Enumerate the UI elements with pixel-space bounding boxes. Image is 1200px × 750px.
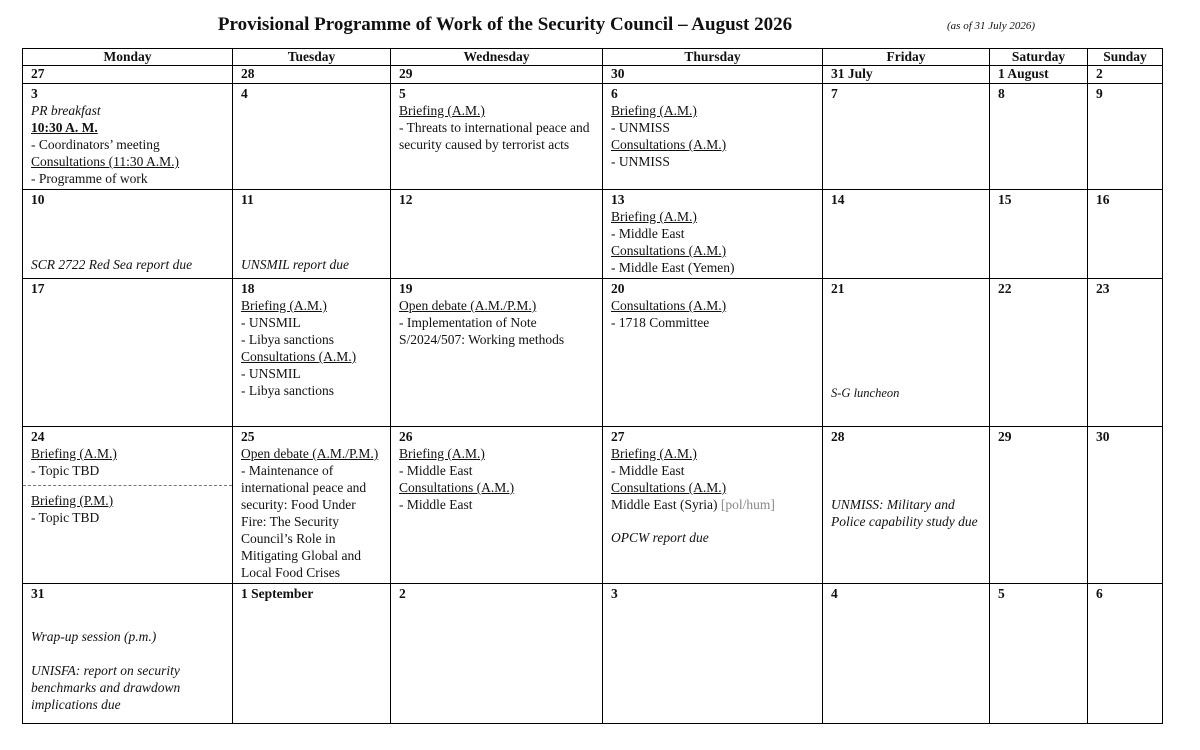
event-tag: [pol/hum] [720,497,775,512]
day-cell [391,84,603,190]
day-cell [990,84,1088,190]
day-cell [391,190,603,279]
day-number: 1 September [241,586,314,601]
day-cell [990,279,1088,427]
day-cell [603,66,823,84]
event-item: - UNMISS [611,120,670,135]
event-item: - UNMISS [611,154,670,169]
day-cell [1088,190,1163,279]
day-number: 21 [831,281,845,296]
day-cell [233,84,391,190]
day-number: 2 [1096,66,1103,81]
day-cell [233,190,391,279]
day-number: 9 [1096,86,1103,101]
day-number: 20 [611,281,625,296]
event-item: - Programme of work [31,171,148,186]
event-heading: Briefing (P.M.) [31,493,114,508]
day-number: 25 [241,429,255,444]
day-number: 1 August [998,66,1049,81]
week-row [23,584,1163,724]
day-number: 5 [998,586,1005,601]
day-number: 2 [399,586,406,601]
day-cell [990,584,1088,724]
day-cell [1088,584,1163,724]
day-number: 15 [998,192,1012,207]
day-number: 3 [31,86,38,101]
day-number: 6 [611,86,618,101]
weekday-header: Friday [823,49,990,66]
event-item: - Middle East [399,463,473,478]
day-cell [603,427,823,584]
day-cell [233,584,391,724]
event-item: - Libya sanctions [241,332,334,347]
day-cell [603,84,823,190]
day-number: 16 [1096,192,1110,207]
event-heading: Open debate (A.M./P.M.) [241,446,379,461]
day-number: 28 [831,429,845,444]
day-number: 28 [241,66,255,81]
event-item: - Middle East (Yemen) [611,260,735,275]
week-row [23,190,1163,279]
day-cell [391,66,603,84]
day-number: 24 [31,429,45,444]
day-number: 4 [241,86,248,101]
day-cell [823,279,990,427]
event-note: SCR 2722 Red Sea report due [31,257,193,272]
day-number: 13 [611,192,625,207]
day-cell [990,66,1088,84]
event-item: - Libya sanctions [241,383,334,398]
event-heading: Consultations (A.M.) [399,480,515,495]
week-row [23,84,1163,190]
week-row [23,427,1163,584]
event-note: OPCW report due [611,530,709,545]
weekday-header: Thursday [603,49,823,66]
day-number: 29 [399,66,413,81]
day-number: 27 [31,66,45,81]
day-cell [1088,427,1163,584]
day-cell [823,190,990,279]
week-row [23,279,1163,427]
event-heading: Consultations (A.M.) [611,137,727,152]
event-note: Wrap-up session (p.m.) [31,629,157,644]
day-number: 10 [31,192,45,207]
day-cell [1088,84,1163,190]
day-cell [23,66,233,84]
day-number: 6 [1096,586,1103,601]
day-cell [603,584,823,724]
day-cell [391,584,603,724]
day-number: 26 [399,429,413,444]
day-cell [990,190,1088,279]
day-number: 3 [611,586,618,601]
event-item: - Topic TBD [31,463,100,478]
event-heading: Consultations (A.M.) [611,480,727,495]
day-cell [603,279,823,427]
event-item: - Implementation of Note S/2024/507: Working methods [399,315,565,347]
day-cell [1088,66,1163,84]
day-number: 31 July [831,66,873,81]
event-item: - 1718 Committee [611,315,710,330]
event-note: UNMISS: Military and Police capability study due [831,497,978,529]
event-note: PR breakfast [31,103,101,118]
event-heading: Briefing (A.M.) [241,298,327,313]
day-cell [603,190,823,279]
day-number: 7 [831,86,838,101]
day-number: 27 [611,429,625,444]
day-cell [233,427,391,584]
week-row [23,66,1163,84]
event-note: S-G luncheon [831,386,900,400]
event-heading: Briefing (A.M.) [611,446,697,461]
day-cell [823,66,990,84]
weekday-header: Sunday [1088,49,1163,66]
day-number: 22 [998,281,1012,296]
weekday-header: Wednesday [391,49,603,66]
day-cell [23,84,233,190]
day-number: 12 [399,192,413,207]
day-cell [23,427,233,584]
day-cell [823,427,990,584]
event-heading: Briefing (A.M.) [31,446,117,461]
event-item: - Coordinators’ meeting [31,137,160,152]
day-cell [23,279,233,427]
day-number: 17 [31,281,45,296]
event-item: - Middle East [611,463,685,478]
day-cell [391,427,603,584]
event-item: - UNSMIL [241,315,301,330]
event-item: - Middle East [611,226,685,241]
event-heading: Consultations (A.M.) [611,243,727,258]
event-heading: Consultations (11:30 A.M.) [31,154,180,169]
event-item: - UNSMIL [241,366,301,381]
event-heading: Briefing (A.M.) [611,103,697,118]
event-item: - Topic TBD [31,510,100,525]
calendar-table [22,48,1163,724]
day-cell [391,279,603,427]
event-heading: Briefing (A.M.) [399,103,485,118]
event-note: UNISFA: report on security benchmarks and drawdown implications due [31,663,181,712]
day-number: 11 [241,192,254,207]
event-item: Middle East (Syria) [pol/hum] [611,497,775,512]
day-number: 29 [998,429,1012,444]
day-cell [823,584,990,724]
day-cell [23,190,233,279]
event-time: 10:30 A. M. [31,120,98,135]
day-cell [233,66,391,84]
weekday-header: Monday [23,49,233,66]
event-heading: Briefing (A.M.) [611,209,697,224]
day-number: 14 [831,192,845,207]
day-number: 4 [831,586,838,601]
event-heading: Consultations (A.M.) [611,298,727,313]
as-of-date: (as of 31 July 2026) [947,20,1035,32]
day-cell [990,427,1088,584]
day-number: 23 [1096,281,1110,296]
event-heading: Open debate (A.M./P.M.) [399,298,537,313]
event-item: - Maintenance of international peace and security: Food Under Fire: The Security Council’s Role in Mitigating Global and Local Food Crises [241,463,367,580]
day-number: 8 [998,86,1005,101]
day-number: 5 [399,86,406,101]
day-number: 31 [31,586,45,601]
event-note: UNSMIL report due [241,257,349,272]
event-heading: Consultations (A.M.) [241,349,357,364]
event-item: - Middle East [399,497,473,512]
event-heading: Briefing (A.M.) [399,446,485,461]
day-cell [823,84,990,190]
day-number: 18 [241,281,255,296]
weekday-header: Saturday [990,49,1088,66]
day-number: 30 [611,66,625,81]
page-title: Provisional Programme of Work of the Security Council – August 2026 [217,14,793,35]
session-divider [23,485,232,526]
day-cell [23,584,233,724]
day-cell [233,279,391,427]
day-number: 30 [1096,429,1110,444]
weekday-header-row [23,49,1163,66]
weekday-header: Tuesday [233,49,391,66]
event-item: - Threats to international peace and security caused by terrorist acts [399,120,590,152]
day-cell [1088,279,1163,427]
day-number: 19 [399,281,413,296]
